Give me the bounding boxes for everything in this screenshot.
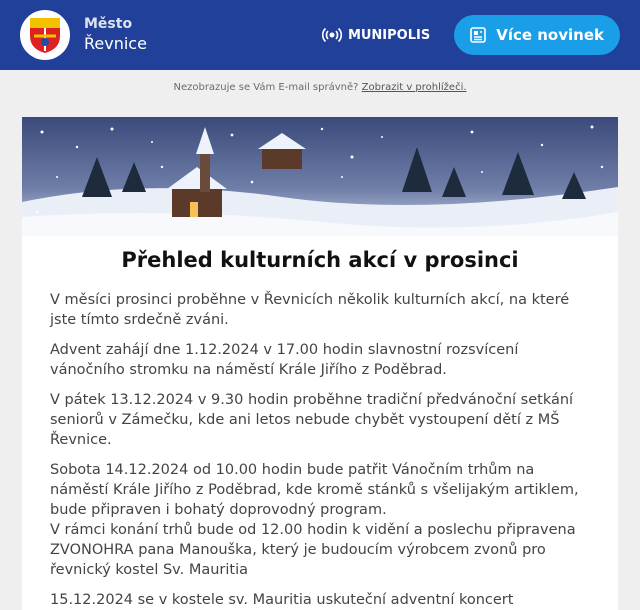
article-paragraph: V pátek 13.12.2024 v 9.30 hodin proběhne tradiční předvánoční setkání seniorů v Zámečku, kde ani letos nebude chybět vystoupení dětí z MŠ Řevnice. bbox=[50, 392, 574, 448]
view-in-browser-link[interactable]: Zobrazit v prohlížeči. bbox=[361, 82, 467, 93]
email-header bbox=[0, 0, 640, 70]
article-paragraph: V rámci konání trhů bude od 12.00 hodin k vidění a poslechu připravena ZVONOHRA pana Manouška, který je budoucím výrobcem zvonů pro řevnický kostel Sv. Mauritia bbox=[50, 522, 576, 578]
article-paragraph: 15.12.2024 se v kostele sv. Mauritia uskuteční adventní koncert bbox=[50, 592, 514, 608]
munipolis-label: MUNIPOLIS bbox=[347, 27, 431, 43]
town-crest-icon bbox=[20, 10, 70, 60]
more-news-label: Více novinek bbox=[496, 26, 604, 44]
article-paragraph: Sobota 14.12.2024 od 10.00 hodin bude patřit Vánočním trhům na náměstí Krále Jiřího z Poděbrad, kde kromě stánků s všelijakým artiklem, bude připraven i bohatý doprovodný program. bbox=[50, 462, 579, 518]
article-paragraph: V měsíci prosinci proběhne v Řevnicích několik kulturních akcí, na které jste tímto srdečně zváni. bbox=[50, 292, 570, 328]
more-news-button[interactable] bbox=[454, 15, 620, 55]
article-body bbox=[22, 290, 618, 610]
broadcast-icon bbox=[322, 25, 342, 45]
notice-text: Nezobrazuje se Vám E-mail správně? bbox=[173, 82, 359, 93]
town-label: Město bbox=[84, 16, 133, 33]
town-brand[interactable] bbox=[20, 10, 147, 60]
article-paragraph: Advent zahájí dne 1.12.2024 v 17.00 hodin slavnostní rozsvícení vánočního stromku na náměstí Krále Jiřího z Poděbrad. bbox=[50, 342, 519, 378]
view-in-browser-notice bbox=[0, 70, 640, 106]
newspaper-icon bbox=[470, 27, 486, 43]
winter-village-image bbox=[22, 117, 618, 236]
article-title: Přehled kulturních akcí v prosinci bbox=[121, 248, 519, 272]
town-name: Řevnice bbox=[84, 33, 147, 53]
munipolis-logo[interactable] bbox=[322, 25, 430, 45]
article-card bbox=[22, 117, 618, 610]
